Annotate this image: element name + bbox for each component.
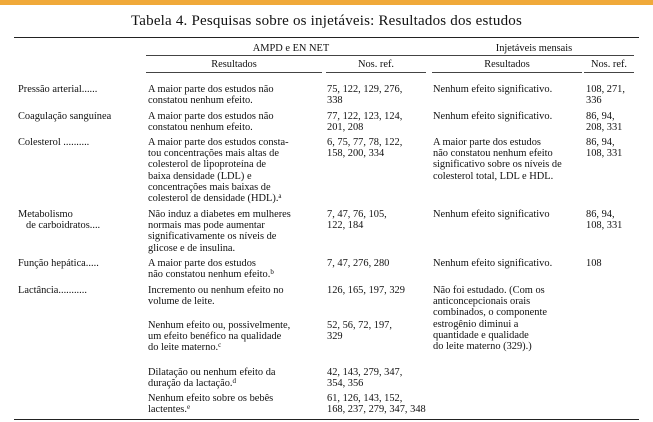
footnote-marker: c (218, 341, 222, 350)
cell-line: estrogênio diminui a (433, 318, 519, 330)
cell-line: Nenhum efeito ou, possivelmente, (148, 320, 291, 331)
cell-line: constatou nenhum efeito. (148, 95, 253, 107)
cell-res-a (148, 393, 324, 415)
cell-res-a (148, 320, 324, 354)
cell-res-b (433, 111, 583, 122)
cell-line: Nenhum efeito significativo. (433, 258, 553, 269)
cell-line: A maior parte dos estudos não (148, 111, 274, 122)
cell-ref-a (327, 320, 431, 342)
cell-ref-a (327, 84, 431, 106)
cell-label (18, 285, 146, 296)
cell-line: A maior parte dos estudos não (148, 84, 274, 95)
column-underline-refs-ampd (326, 72, 426, 73)
column-header-refs-mensal: Nos. ref. (590, 59, 628, 70)
cell-ref-a (327, 285, 431, 296)
cell-ref-a (327, 367, 431, 389)
cell-line: Colesterol .......... (18, 137, 90, 148)
cell-line: combinados, o componente (433, 307, 547, 319)
cell-line: Nenhum efeito sobre os bebês (148, 393, 274, 404)
cell-res-a (148, 84, 324, 106)
cell-res-a (148, 285, 324, 307)
cell-line: Nenhum efeito significativo (433, 209, 550, 220)
cell-res-b (433, 285, 583, 352)
cell-line: colesterol de densidade (HDL).$^a$ (148, 192, 282, 205)
cell-line: Lactância........... (18, 285, 87, 296)
cell-line: 108, 271, (586, 84, 625, 95)
cell-line: Não foi estudado. (Com os (433, 285, 545, 296)
cell-line: um efeito benéfico na qualidade (148, 331, 282, 343)
footnote-marker: d (232, 377, 237, 386)
cell-line: baixa densidade (LDL) e (148, 170, 252, 182)
cell-res-b (433, 137, 583, 182)
cell-line: anticoncepcionais orais (433, 296, 531, 308)
cell-line: Incremento ou nenhum efeito no (148, 285, 284, 296)
cell-line: 61, 126, 143, 152, (327, 393, 403, 404)
footnote-marker: e (186, 403, 191, 412)
cell-ref-b (586, 209, 638, 231)
cell-line: A maior parte dos estudos (148, 258, 256, 269)
cell-line: não constatou nenhum efeito.$^b$ (148, 268, 274, 281)
cell-line: lactentes.$^e$ (148, 403, 191, 416)
bottom-rule (14, 419, 639, 420)
cell-ref-b (586, 111, 638, 133)
cell-line: 338 (327, 95, 343, 107)
cell-res-a (148, 367, 324, 389)
cell-line: Nenhum efeito significativo. (433, 111, 553, 122)
cell-line: 42, 143, 279, 347, (327, 367, 403, 378)
cell-line: colesterol de lipoproteína de (148, 159, 267, 171)
cell-line: significativamente os níveis de (148, 231, 277, 243)
cell-line: não constatou nenhum efeito (433, 148, 553, 160)
cell-ref-a (327, 258, 431, 269)
cell-line: 108, 331 (586, 148, 623, 160)
cell-label (18, 137, 146, 148)
cell-ref-a (327, 393, 431, 415)
group-header-ampd: AMPD e EN NET (252, 43, 330, 54)
cell-res-b (433, 84, 583, 95)
group-underline-mensal (434, 55, 634, 56)
column-header-results-mensal: Resultados (484, 59, 530, 70)
cell-label (18, 258, 146, 269)
cell-line: Função hepática..... (18, 258, 99, 269)
cell-label (18, 84, 146, 95)
cell-line: A maior parte dos estudos (433, 137, 541, 148)
cell-line: volume de leite. (148, 296, 215, 308)
cell-line: 7, 47, 76, 105, (327, 209, 387, 220)
cell-line: Nenhum efeito significativo. (433, 84, 553, 95)
cell-line: do leite materno.$^c$ (148, 341, 222, 354)
cell-line: 7, 47, 276, 280 (327, 258, 390, 269)
cell-label (18, 209, 146, 231)
cell-line: Não induz a diabetes em mulheres (148, 209, 291, 220)
cell-res-a (148, 258, 324, 280)
column-underline-results-ampd (146, 72, 322, 73)
cell-ref-b (586, 258, 638, 269)
cell-ref-a (327, 137, 431, 159)
group-header-mensal: Injetáveis mensais (495, 43, 573, 54)
footnote-marker: b (270, 268, 274, 277)
cell-line: Metabolismo (18, 209, 73, 220)
cell-res-b (433, 209, 583, 220)
column-header-results-ampd: Resultados (211, 59, 257, 70)
cell-line: glicose e de insulina. (148, 242, 236, 254)
cell-line: 75, 122, 129, 276, (327, 84, 403, 95)
cell-ref-b (586, 84, 638, 106)
footnote-marker: a (278, 192, 282, 201)
cell-ref-a (327, 111, 431, 133)
column-underline-refs-mensal (584, 72, 634, 73)
cell-res-a (148, 111, 324, 133)
cell-line: 86, 94, (586, 137, 615, 148)
cell-line: 108 (586, 258, 602, 269)
column-header-refs-ampd: Nos. ref. (357, 59, 395, 70)
cell-line: 108, 331 (586, 220, 623, 232)
cell-line: de carboidratos.... (26, 220, 101, 232)
group-underline-ampd (146, 55, 436, 56)
column-underline-results-mensal (432, 72, 582, 73)
cell-line: colesterol total, LDL e HDL. (433, 170, 554, 182)
cell-line: quantidade e qualidade (433, 329, 529, 341)
cell-line: 122, 184 (327, 220, 364, 232)
cell-line: Dilatação ou nenhum efeito da (148, 367, 276, 378)
title-rule (14, 37, 639, 38)
cell-ref-a (327, 209, 431, 231)
cell-line: A maior parte dos estudos consta- (148, 137, 289, 148)
cell-line: 168, 237, 279, 347, 348 (327, 404, 426, 416)
cell-label (18, 111, 146, 122)
cell-line: Coagulação sanguínea (18, 111, 112, 122)
cell-ref-b (586, 137, 638, 159)
top-accent-bar (0, 0, 653, 5)
cell-line: 126, 165, 197, 329 (327, 285, 405, 296)
cell-res-b (433, 258, 583, 269)
cell-line: do leite materno (329).) (433, 341, 532, 353)
cell-res-a (148, 137, 324, 204)
cell-line: constatou nenhum efeito. (148, 122, 253, 134)
cell-line: 201, 208 (327, 122, 364, 134)
table-title: Tabela 4. Pesquisas sobre os injetáveis: Resultados dos estudos (130, 13, 523, 29)
cell-res-a (148, 209, 324, 254)
cell-line: 86, 94, (586, 111, 615, 122)
cell-line: 86, 94, (586, 209, 615, 220)
cell-line: 208, 331 (586, 122, 623, 134)
cell-line: significativo sobre os níveis de (433, 159, 562, 171)
cell-line: tou concentrações mais altas de (148, 148, 279, 160)
cell-line: 6, 75, 77, 78, 122, (327, 137, 403, 148)
cell-line: concentrações mais baixas de (148, 181, 271, 193)
cell-line: 52, 56, 72, 197, (327, 320, 392, 331)
cell-line: 158, 200, 334 (327, 148, 385, 160)
cell-line: normais mas pode aumentar (148, 220, 265, 232)
cell-line: duração da lactação.$^d$ (148, 377, 237, 390)
cell-line: Pressão arterial...... (18, 84, 98, 95)
cell-line: 354, 356 (327, 378, 364, 390)
cell-line: 77, 122, 123, 124, (327, 111, 403, 122)
cell-line: 336 (586, 95, 602, 107)
cell-line: 329 (327, 331, 343, 343)
